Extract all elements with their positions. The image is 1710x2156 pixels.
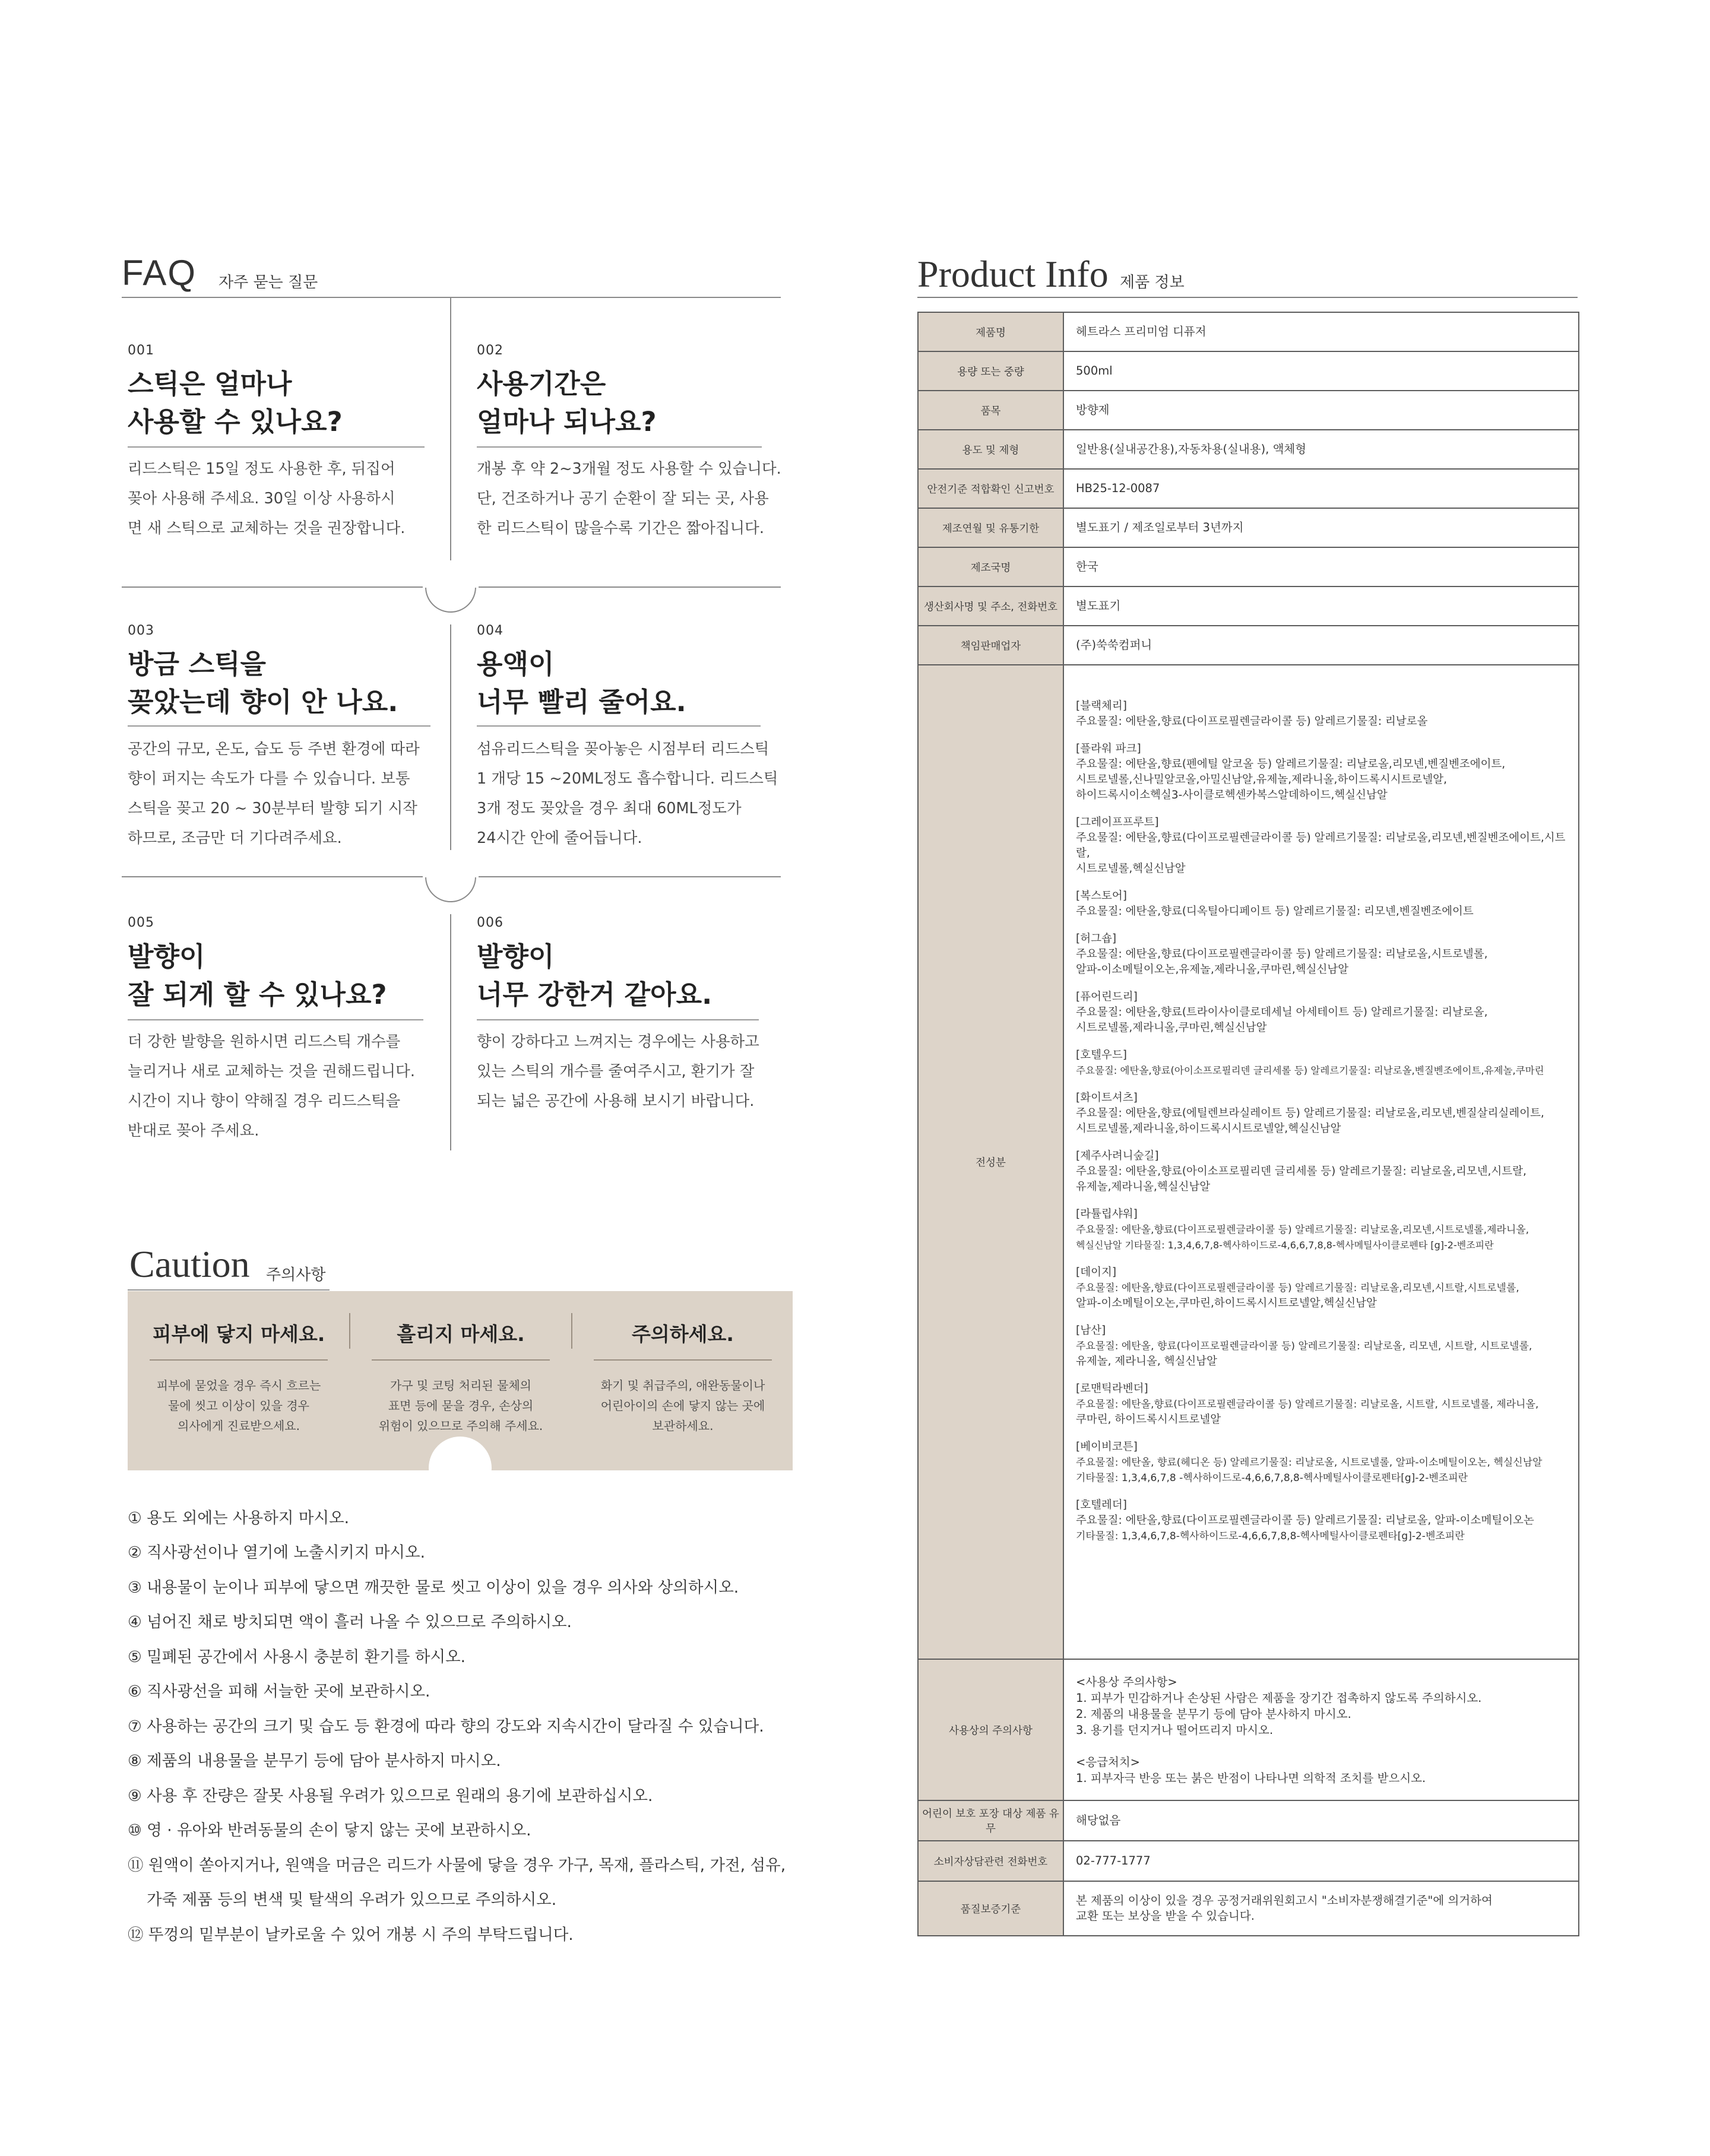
faq-question-line: 사용기간은 — [477, 368, 606, 400]
caution-column-line: 가구 및 코팅 처리된 물체의 — [390, 1378, 531, 1393]
ingredient-line: 주요물질: 에탄올,향료(다이프로필렌글라이콜 등) 알레르기물질: 리날로올,리모넨,시트랄,시트로넬롤, — [1076, 1282, 1519, 1294]
table-key: 어린이 보호 포장 대상 제품 유무 — [918, 1800, 1063, 1841]
caution-column-heading: 피부에 닿지 마세요. — [152, 1323, 325, 1346]
table-value: 한국 — [1063, 547, 1579, 586]
faq-item-number: 001 — [128, 343, 154, 358]
ingredient-block — [1076, 1498, 1578, 1544]
caution-list-item: ⑦ 사용하는 공간의 크기 및 습도 등 환경에 따라 향의 강도와 지속시간이 달라질 수 있습니다. — [128, 1717, 764, 1736]
ingredient-line: 주요물질: 에탄올,향료(아이소프로필리덴 글리세롤 등) 알레르기물질: 리날로올,벤질벤조에이트,유제놀,쿠마린 — [1076, 1065, 1544, 1076]
ingredient-name: [라튤립샤워] — [1076, 1208, 1138, 1220]
faq-subtitle: 자주 묻는 질문 — [218, 274, 318, 291]
product-info-title: Product Info — [917, 253, 1109, 295]
table-value: 방향제 — [1063, 391, 1579, 430]
usage-caution-cell — [1063, 1659, 1579, 1800]
faq-answer — [477, 1027, 809, 1116]
faq-question — [128, 645, 460, 721]
caution-column-heading: 주의하세요. — [632, 1323, 734, 1346]
usage-caution-text: <사용상 주의사항> 1. 피부가 민감하거나 손상된 사람은 제품을 장기간 접촉하지 않도록 주의하시오. 2. 제품의 내용물을 분무기 등에 담아 분사하지 마시오. 3. 용기를 던지거나 떨어뜨리지 마시오. — [1076, 1675, 1482, 1737]
table-value: 해당없음 — [1063, 1800, 1579, 1841]
faq-answer — [128, 1027, 484, 1146]
ingredient-line: 주요물질: 에탄올,향료(다이프로필렌글라이콜 등) 알레르기물질: 리날로올,리모넨,시트로넬롤,제라니올, — [1076, 1224, 1530, 1236]
table-key: 제조연월 및 유통기한 — [918, 508, 1063, 547]
faq-question-line: 발향이 — [477, 941, 555, 972]
ingredient-name: [플라워 파크] — [1076, 743, 1141, 755]
table-row — [918, 1881, 1579, 1936]
table-row-ingredients — [918, 665, 1579, 1659]
faq-question-line: 너무 강한거 같아요. — [477, 979, 712, 1010]
table-row — [918, 391, 1579, 430]
table-key: 품목 — [918, 391, 1063, 430]
faq-question — [477, 645, 809, 721]
faq-answer-line: 반대로 꽂아 주세요. — [128, 1122, 259, 1140]
caution-list-item: ⑤ 밀폐된 공간에서 사용시 충분히 환기를 하시오. — [128, 1648, 466, 1666]
caution-column-line: 의사에게 진료받으세요. — [178, 1419, 300, 1433]
ingredient-block — [1076, 1048, 1578, 1079]
faq-title: FAQ — [122, 253, 197, 293]
ingredient-name: [화이트셔츠] — [1076, 1092, 1138, 1104]
table-value: 별도표기 — [1063, 586, 1579, 626]
product-info-subtitle: 제품 정보 — [1120, 274, 1185, 291]
ingredient-block — [1076, 741, 1578, 803]
ingredient-line: 주요물질: 에탄올, 향료(헤디온 등) 알레르기물질: 리날로올, 시트로넬롤, 알파-이소메틸이오논, 헥실신남알 — [1076, 1457, 1543, 1469]
ingredient-line: 주요물질: 에탄올,향료(디옥틸아디페이트 등) 알레르기물질: 리모넨,벤질벤조에이트 — [1076, 905, 1474, 918]
caution-title: Caution — [129, 1243, 250, 1285]
faq-answer-line: 스틱을 꽂고 20 ~ 30분부터 발향 되기 시작 — [128, 800, 417, 817]
table-value: 별도표기 / 제조일로부터 3년까지 — [1063, 508, 1579, 547]
ingredient-line: 알파-이소메틸이오논,쿠마린,하이드록시시트로넬알,헥실신남알 — [1076, 1297, 1377, 1310]
ingredient-line: 주요물질: 에탄올,향료(다이프로필렌글라이콜 등) 알레르기물질: 리날로올, 시트랄, 시트로넬롤, 제라니올, — [1076, 1399, 1539, 1410]
caution-column-body — [350, 1375, 572, 1436]
table-row — [918, 469, 1579, 508]
faq-answer-line: 되는 넓은 공간에 사용해 보시기 바랍니다. — [477, 1092, 755, 1110]
caution-list-item: ② 직사광선이나 열기에 노출시키지 마시오. — [128, 1543, 426, 1562]
ingredient-name: [허그숍] — [1076, 933, 1117, 945]
faq-answer-line: 3개 정도 꽂았을 경우 최대 60ML정도가 — [477, 800, 742, 817]
ingredient-line: 주요물질: 에탄올,향료(아이소프로필리덴 글리세롤 등) 알레르기물질: 리날로올,리모넨,시트랄, — [1076, 1165, 1527, 1178]
caution-column-line: 표면 등에 묻을 경우, 손상의 — [388, 1399, 534, 1413]
ingredient-line: 주요물질: 에탄올,향료(트라이사이클로데세닐 아세테이트 등) 알레르기물질: 리날로올, — [1076, 1006, 1488, 1019]
faq-answer-line: 하므로, 조금만 더 기다려주세요. — [128, 829, 342, 847]
ingredients-cell — [1063, 665, 1579, 1659]
ingredient-line: 기타물질: 1,3,4,6,7,8 -헥사하이드로-4,6,6,7,8,8-헥사메틸사이클로펜타[g]-2-벤조피란 — [1076, 1472, 1468, 1484]
faq-answer-line: 리드스틱은 15일 정도 사용한 후, 뒤집어 — [128, 460, 395, 478]
faq-answer-line: 꽂아 사용해 주세요. 30일 이상 사용하시 — [128, 490, 395, 508]
caution-panel-notch — [429, 1437, 492, 1499]
ingredient-name: [호텔우드] — [1076, 1049, 1127, 1061]
faq-question-line: 잘 되게 할 수 있나요? — [128, 979, 387, 1010]
ingredient-block — [1076, 699, 1578, 730]
table-row — [918, 430, 1579, 469]
ingredient-line: 주요물질: 에탄올, 향료(다이프로필렌글라이콜 등) 알레르기물질: 리날로올, 리모넨, 시트랄, 시트로넬롤, — [1076, 1340, 1532, 1352]
faq-question — [477, 938, 809, 1014]
table-row — [918, 547, 1579, 586]
ingredient-block — [1076, 990, 1578, 1036]
table-key: 용량 또는 중량 — [918, 351, 1063, 391]
faq-question-line: 스틱은 얼마나 — [128, 368, 292, 400]
caution-list-item: ④ 넘어진 채로 방치되면 액이 흘러 나올 수 있으므로 주의하시오. — [128, 1613, 572, 1631]
table-key: 안전기준 적합확인 신고번호 — [918, 469, 1063, 508]
faq-answer-line: 더 강한 발향을 원하시면 리드스틱 개수를 — [128, 1033, 401, 1051]
ingredient-block — [1076, 931, 1578, 978]
faq-answer — [477, 734, 809, 853]
table-key: 책임판매업자 — [918, 626, 1063, 665]
table-key: 품질보증기준 — [918, 1881, 1063, 1936]
caution-column-line: 화기 및 취급주의, 애완동물이나 — [600, 1378, 765, 1393]
table-key: 소비자상담관련 전화번호 — [918, 1841, 1063, 1881]
caution-column-body — [572, 1375, 794, 1436]
ingredient-name: [호텔레더] — [1076, 1499, 1127, 1511]
faq-answer-line: 개봉 후 약 2~3개월 정도 사용할 수 있습니다. — [477, 460, 781, 478]
ingredient-line: 시트로넬롤,제라니올,하이드록시시트로넬알,헥실신남알 — [1076, 1123, 1341, 1135]
ingredient-line: 주요물질: 에탄올,향료(다이프로필렌글라이콜 등) 알레르기물질: 리날로올, 알파-이소메틸이오논 — [1076, 1514, 1534, 1527]
table-key: 제품명 — [918, 312, 1063, 351]
table-row — [918, 312, 1579, 351]
faq-question — [128, 365, 460, 441]
table-key: 생산회사명 및 주소, 전화번호 — [918, 586, 1063, 626]
table-row — [918, 1841, 1579, 1881]
ingredient-block — [1076, 1381, 1578, 1428]
faq-answer-line: 공간의 규모, 온도, 습도 등 주변 환경에 따라 — [128, 740, 420, 758]
faq-question-line: 용액이 — [477, 648, 555, 680]
table-value: (주)쑥쑥컴퍼니 — [1063, 626, 1579, 665]
ingredient-line: 시트로넬롤,신나밀알코올,아밀신남알,유제놀,제라니올,하이드록시시트로넬알, — [1076, 773, 1448, 786]
table-value: 500ml — [1063, 351, 1579, 391]
caution-column-line: 어린아이의 손에 닿지 않는 곳에 — [600, 1399, 765, 1413]
faq-answer-line: 섬유리드스틱을 꽂아놓은 시점부터 리드스틱 — [477, 740, 770, 758]
ingredient-line: 주요물질: 에탄올,향료(다이프로필렌글라이콜 등) 알레르기물질: 리날로올,시트로넬롤, — [1076, 948, 1488, 960]
table-row — [918, 508, 1579, 547]
ingredient-line: 헥실신남알 기타물질: 1,3,4,6,7,8-헥사하이드로-4,6,6,7,8,8-헥사메틸사이클로펜타 [g]-2-벤조피란 — [1076, 1239, 1494, 1251]
faq-answer-line: 면 새 스틱으로 교체하는 것을 권장합니다. — [128, 519, 406, 537]
ingredient-line: 주요물질: 에탄올,향료(펜에틸 알코올 등) 알레르기물질: 리날로올,리모넨,벤질벤조에이트, — [1076, 758, 1506, 771]
ingredient-line: 유제놀, 제라니올, 헥실신남알 — [1076, 1355, 1217, 1368]
table-row — [918, 1800, 1579, 1841]
ingredient-name: [로맨틱라벤더] — [1076, 1383, 1148, 1395]
ingredient-name: [블랙체리] — [1076, 700, 1127, 712]
faq-answer-line: 시간이 지나 향이 약해질 경우 리드스틱을 — [128, 1092, 401, 1110]
caution-column-body — [128, 1375, 350, 1436]
faq-top-rule — [122, 297, 781, 298]
faq-item-number: 002 — [477, 343, 504, 358]
table-key: 전성분 — [918, 665, 1063, 1659]
faq-answer-line: 1 개당 15 ~20ML정도 흡수합니다. 리드스틱 — [477, 770, 778, 788]
ingredient-line: 주요물질: 에탄올,향료(에틸렌브라실레이트 등) 알레르기물질: 리날로올,리모넨,벤질살리실레이트, — [1076, 1107, 1544, 1120]
ingredient-block — [1076, 815, 1578, 877]
table-value: 본 제품의 이상이 있을 경우 공정거래위원회고시 "소비자분쟁해결기준"에 의거하여 교환 또는 보상을 받을 수 있습니다. — [1063, 1881, 1579, 1936]
table-row — [918, 586, 1579, 626]
faq-question — [128, 938, 460, 1014]
product-info-table — [917, 312, 1579, 1936]
faq-answer-line: 단, 건조하거나 공기 순환이 잘 되는 곳, 사용 — [477, 490, 769, 508]
caution-column-line: 피부에 묻었을 경우 즉시 흐르는 — [156, 1378, 321, 1393]
table-key: 제조국명 — [918, 547, 1063, 586]
ingredient-line: 주요물질: 에탄올,향료(다이프로필렌글라이콜 등) 알레르기물질: 리날로올 — [1076, 715, 1428, 728]
ingredient-name: [퓨어린드리] — [1076, 991, 1138, 1003]
caution-subtitle: 주의사항 — [266, 1266, 326, 1284]
ingredient-line: 쿠마린, 하이드록시시트로넬알 — [1076, 1413, 1221, 1426]
ingredient-block — [1076, 1149, 1578, 1195]
table-row-usage-caution — [918, 1659, 1579, 1800]
faq-question-line: 꽂았는데 향이 안 나요. — [128, 686, 398, 718]
caution-list-item: ⑫ 뚜껑의 밑부분이 날카로울 수 있어 개봉 시 주의 부탁드립니다. — [128, 1926, 574, 1944]
table-row — [918, 626, 1579, 665]
caution-top-rule — [128, 1289, 330, 1291]
caution-column-heading: 흘리지 마세요. — [397, 1323, 525, 1346]
faq-question-line: 사용할 수 있나요? — [128, 406, 343, 437]
faq-question — [477, 365, 809, 441]
ingredient-block — [1076, 1440, 1578, 1486]
caution-list-item: ① 용도 외에는 사용하지 마시오. — [128, 1509, 350, 1527]
faq-question-line: 발향이 — [128, 941, 205, 972]
table-value: 일반용(실내공간용),자동차용(실내용), 액체형 — [1063, 430, 1579, 469]
faq-question-line: 방금 스틱을 — [128, 648, 267, 680]
ingredient-name: [데이지] — [1076, 1266, 1117, 1279]
caution-column-line: 위험이 있으므로 주의해 주세요. — [378, 1419, 543, 1433]
ingredient-block — [1076, 1323, 1578, 1369]
ingredient-name: [남산] — [1076, 1324, 1106, 1337]
ingredient-line: 하이드록시이소헥실3-사이클로헥센카복스알데하이드,헥실신남알 — [1076, 789, 1388, 801]
caution-list-item: ⑥ 직사광선을 피해 서늘한 곳에 보관하시오. — [128, 1682, 430, 1701]
ingredient-name: [그레이프프루트] — [1076, 816, 1159, 829]
faq-answer — [128, 454, 484, 543]
table-value: 헤트라스 프리미엄 디퓨저 — [1063, 312, 1579, 351]
table-value: 02-777-1777 — [1063, 1841, 1579, 1881]
faq-answer-line: 늘리거나 새로 교체하는 것을 권해드립니다. — [128, 1063, 415, 1080]
ingredient-name: [베이비코튼] — [1076, 1441, 1138, 1453]
faq-item-number: 004 — [477, 623, 504, 638]
caution-list-item: ⑩ 영 · 유아와 반려동물의 손이 닿지 않는 곳에 보관하시오. — [128, 1821, 531, 1840]
ingredient-name: [제주사려니숲길] — [1076, 1150, 1159, 1162]
ingredient-name: [복스토어] — [1076, 890, 1127, 902]
caution-list-item: 가죽 제품 등의 변색 및 탈색의 우려가 있으므로 주의하시오. — [147, 1891, 557, 1909]
caution-column-line: 물에 씻고 이상이 있을 경우 — [168, 1399, 309, 1413]
faq-item-number: 006 — [477, 915, 504, 930]
caution-list-item: ⑪ 원액이 쏟아지거나, 원액을 머금은 리드가 사물에 닿을 경우 가구, 목재, 플라스틱, 가전, 섬유, — [128, 1856, 786, 1875]
faq-answer-line: 24시간 안에 줄어듭니다. — [477, 829, 642, 847]
caution-list-item: ⑨ 사용 후 잔량은 잘못 사용될 우려가 있으므로 원래의 용기에 보관하십시오. — [128, 1787, 653, 1805]
table-value: HB25-12-0087 — [1063, 469, 1579, 508]
table-key: 용도 및 제형 — [918, 430, 1063, 469]
caution-list-item: ③ 내용물이 눈이나 피부에 닿으면 깨끗한 물로 씻고 이상이 있을 경우 의사와 상의하시오. — [128, 1578, 739, 1597]
ingredient-line: 알파-이소메틸이오논,유제놀,제라니올,쿠마린,헥실신남알 — [1076, 963, 1349, 976]
table-key: 사용상의 주의사항 — [918, 1659, 1063, 1800]
emergency-text: <응급처치> 1. 피부자극 반응 또는 붉은 반점이 나타나면 의학적 조치를 받으시오. — [1076, 1755, 1426, 1785]
table-row — [918, 351, 1579, 391]
faq-item-number: 003 — [128, 623, 154, 638]
faq-answer — [477, 454, 809, 543]
caution-list-item: ⑧ 제품의 내용물을 분무기 등에 담아 분사하지 마시오. — [128, 1752, 501, 1770]
ingredient-line: 주요물질: 에탄올,향료(다이프로필렌글라이콜 등) 알레르기물질: 리날로올,리모넨,벤질벤조에이트,시트랄, — [1076, 832, 1566, 860]
faq-question-line: 얼마나 되나요? — [477, 406, 657, 437]
ingredient-block — [1076, 1207, 1578, 1253]
ingredient-block — [1076, 889, 1578, 920]
ingredient-line: 시트로넬롤,헥실신남알 — [1076, 863, 1186, 875]
faq-answer — [128, 734, 484, 853]
ingredient-line: 시트로넬롤,제라니올,쿠마린,헥실신남알 — [1076, 1022, 1267, 1034]
ingredient-line: 기타물질: 1,3,4,6,7,8-헥사하이드로-4,6,6,7,8,8-헥사메틸사이클로펜타[g]-2-벤조피란 — [1076, 1530, 1465, 1542]
ingredient-block — [1076, 1265, 1578, 1311]
faq-answer-line: 한 리드스틱이 많을수록 기간은 짧아집니다. — [477, 519, 764, 537]
ingredient-block — [1076, 1090, 1578, 1137]
product-info-rule — [917, 297, 1578, 298]
caution-column-line: 보관하세요. — [652, 1419, 714, 1433]
faq-question-line: 너무 빨리 줄어요. — [477, 686, 686, 718]
ingredient-line: 유제놀,제라니올,헥실신남알 — [1076, 1181, 1211, 1193]
faq-answer-line: 있는 스틱의 개수를 줄여주시고, 환기가 잘 — [477, 1063, 755, 1080]
faq-item-number: 005 — [128, 915, 154, 930]
faq-answer-line: 향이 퍼지는 속도가 다를 수 있습니다. 보통 — [128, 770, 410, 788]
faq-answer-line: 향이 강하다고 느껴지는 경우에는 사용하고 — [477, 1033, 759, 1051]
